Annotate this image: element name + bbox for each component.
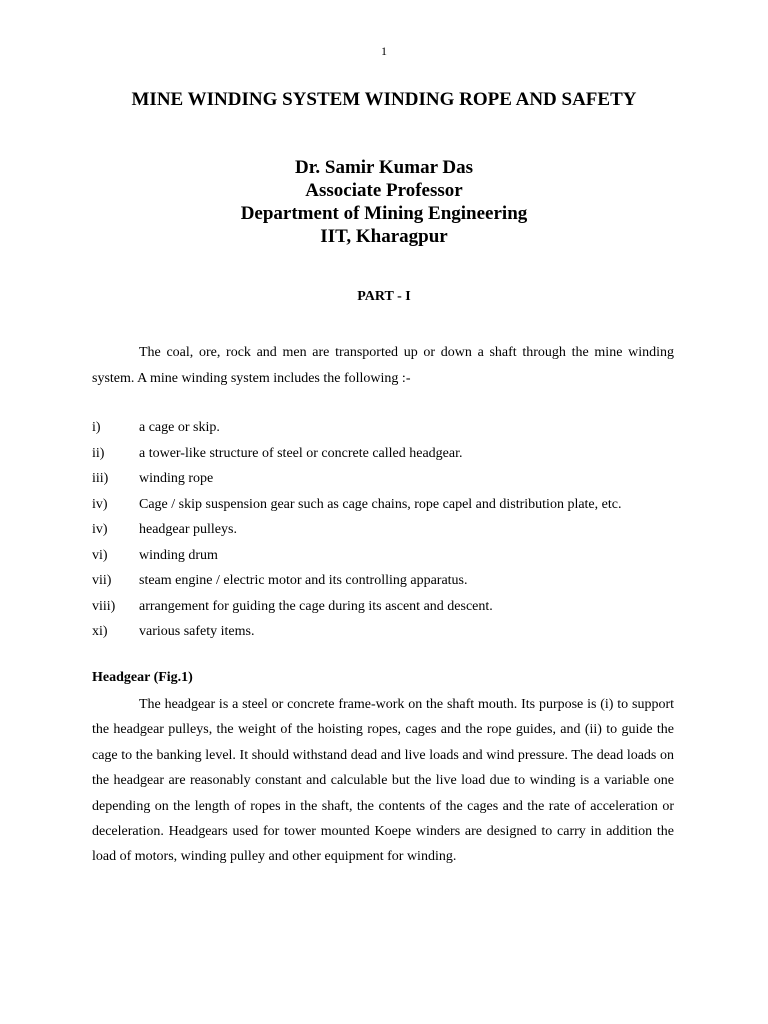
list-item (92, 517, 692, 543)
list-text: a cage or skip. (139, 420, 220, 435)
list-item (92, 492, 692, 518)
section-heading: Headgear (Fig.1) (92, 670, 193, 685)
list-marker: iv) (92, 496, 108, 512)
list-item (92, 619, 692, 645)
list-item (92, 568, 692, 594)
list-text: winding rope (139, 471, 214, 486)
list-text: a tower-like structure of steel or concrete called headgear. (139, 445, 463, 461)
list-marker: iv) (92, 522, 108, 537)
list-marker: xi) (92, 624, 108, 639)
list-marker: i) (92, 420, 101, 435)
list-text: headgear pulleys. (139, 522, 237, 537)
components-list (92, 415, 692, 645)
author-block (0, 156, 768, 248)
list-text: steam engine / electric motor and its controlling apparatus. (139, 573, 468, 588)
section-body: The headgear is a steel or concrete frame-work on the shaft mouth. Its purpose is (i) to support the headgear pulleys, the weight of the hoisting ropes, cages and the rope guides, and (ii) to guide the cage to the banking level. It should withstand dead and live loads and wind pressure. The dead loads on the headgear are reasonably constant and calculable but the live load due to winding is a variable one depending on the length of ropes in the shaft, the contents of the cages and the rate of acceleration or deceleration. Headgears used for tower mounted Koepe winders are designed to carry in addition the load of motors, winding pulley and other equipment for winding. (92, 697, 674, 865)
author-department: Department of Mining Engineering (240, 203, 528, 224)
list-text: Cage / skip suspension gear such as cage chains, rope capel and distribution plate, etc. (139, 496, 622, 512)
list-marker: vi) (92, 547, 108, 563)
list-item (92, 415, 692, 441)
list-text: arrangement for guiding the cage during its ascent and descent. (139, 598, 493, 614)
author-position: Associate Professor (305, 180, 463, 201)
part-heading: PART - I (357, 289, 411, 304)
list-text: winding drum (139, 547, 218, 563)
author-institute: IIT, Kharagpur (320, 226, 448, 247)
intro-paragraph: The coal, ore, rock and men are transported up or down a shaft through the mine winding system. A mine winding system includes the following :- (92, 345, 674, 386)
list-item (92, 543, 692, 569)
list-marker: vii) (92, 573, 112, 588)
page-number: 1 (381, 44, 387, 58)
author-name: Dr. Samir Kumar Das (294, 157, 474, 178)
list-item (92, 466, 692, 492)
list-text: various safety items. (139, 624, 255, 639)
list-marker: viii) (92, 598, 116, 614)
document-title: MINE WINDING SYSTEM WINDING ROPE AND SAFETY (131, 89, 637, 110)
list-marker: iii) (92, 471, 109, 486)
list-item (92, 594, 692, 620)
list-marker: ii) (92, 445, 105, 461)
list-item (92, 441, 692, 467)
